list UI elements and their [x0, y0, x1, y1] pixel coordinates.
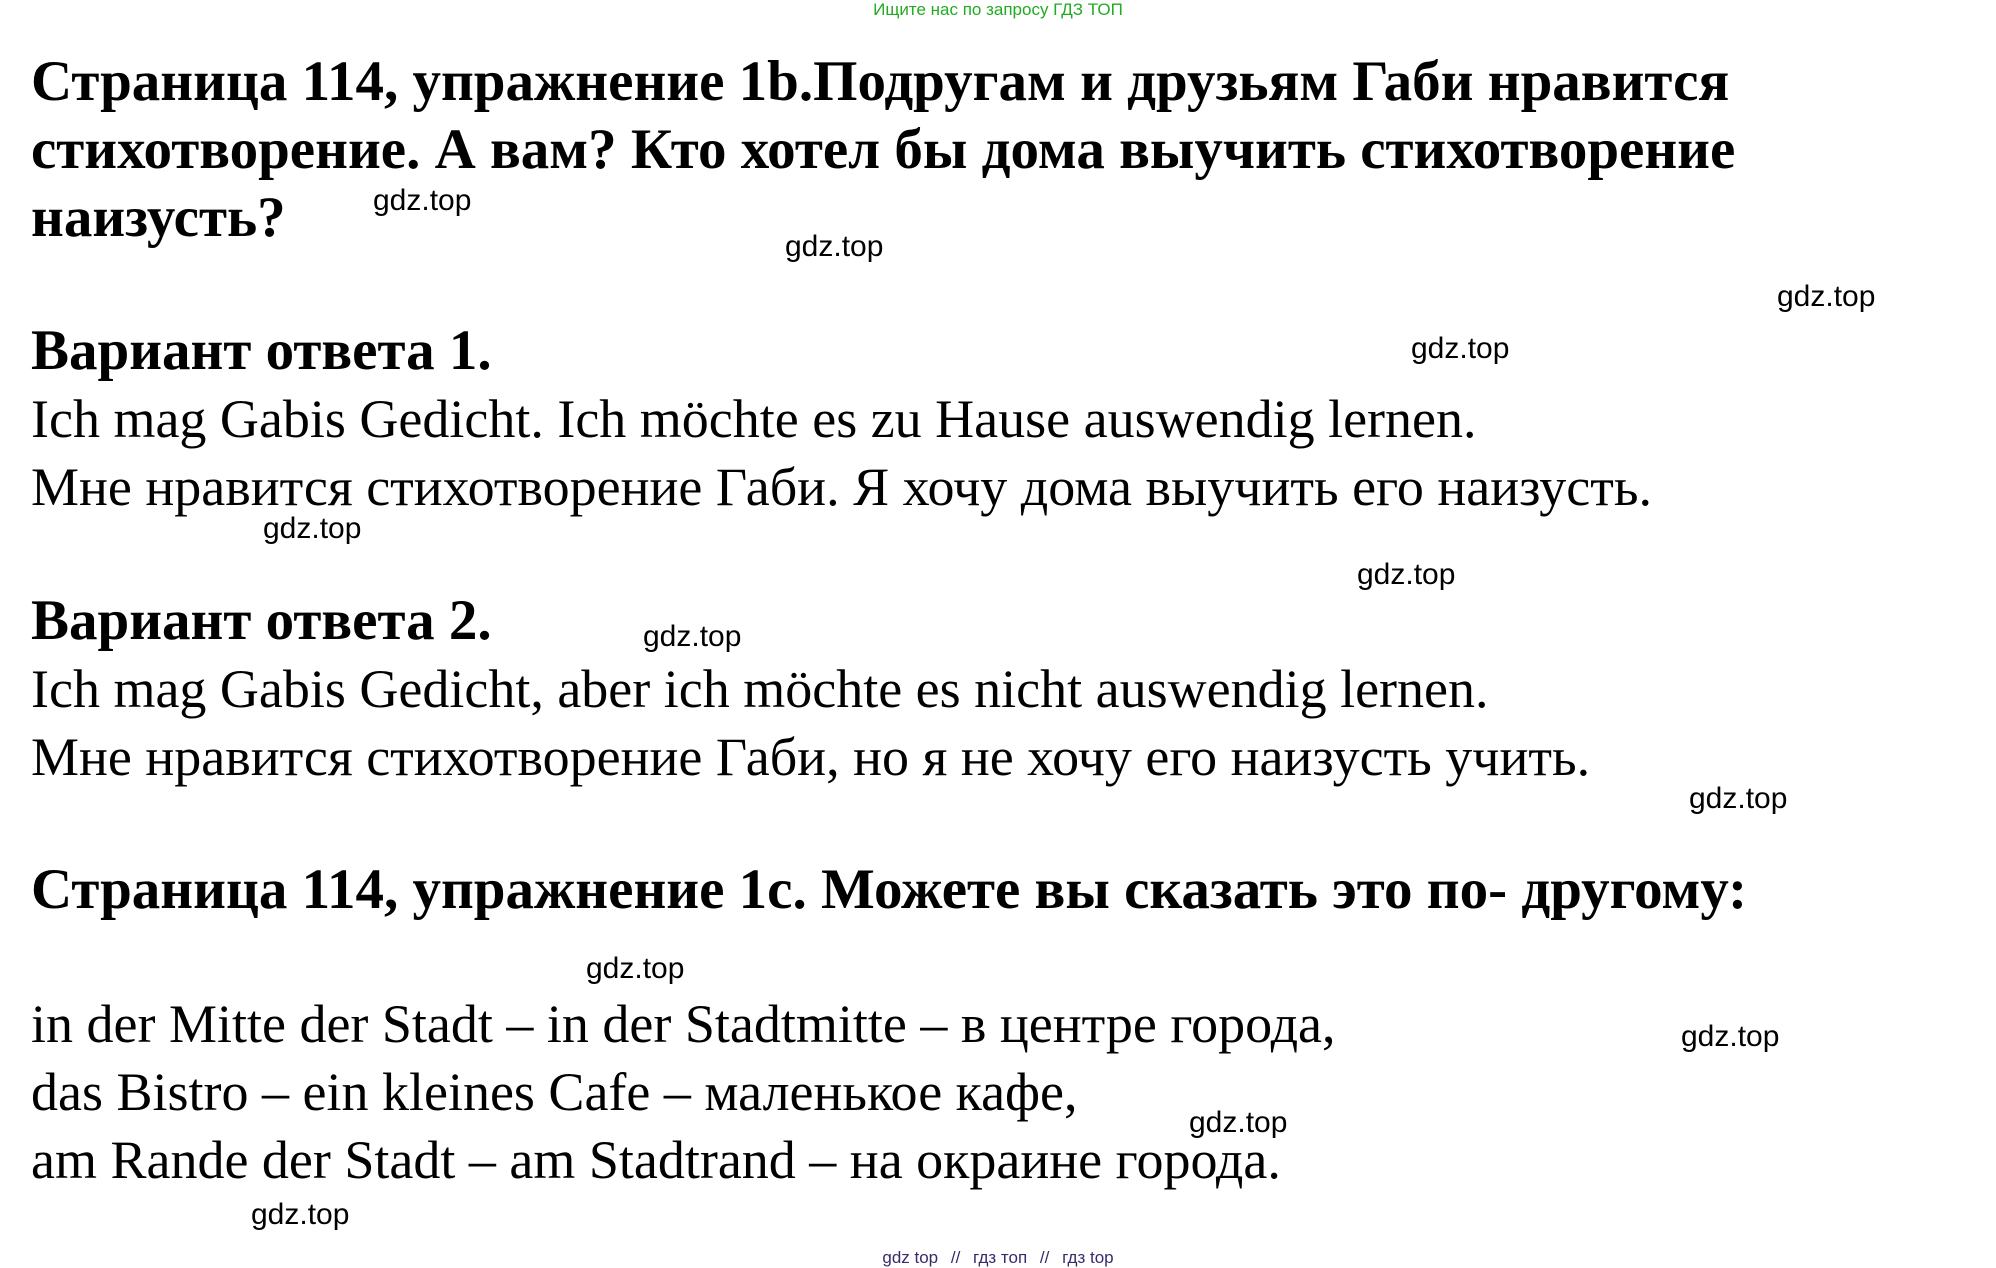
variant-2-title: Вариант ответа 2. — [31, 589, 492, 652]
watermark: gdz.top — [586, 952, 685, 985]
footer-link-gdz-top-mixed[interactable]: гдз top — [1062, 1248, 1114, 1267]
watermark: gdz.top — [1189, 1106, 1288, 1139]
variant-1-german: Ich mag Gabis Gedicht. Ich möchte es zu Hause auswendig lernen. — [31, 389, 1477, 449]
watermark: gdz.top — [373, 184, 472, 217]
variant-2-german: Ich mag Gabis Gedicht, aber ich möchte es nicht auswendig lernen. — [31, 659, 1489, 719]
watermark: gdz.top — [1689, 782, 1788, 815]
watermark: gdz.top — [1411, 332, 1510, 365]
footer-separator: // — [1039, 1248, 1050, 1267]
watermark: gdz.top — [251, 1198, 350, 1231]
exercise-1b-heading-line-3: наизусть? — [31, 186, 286, 249]
watermark: gdz.top — [263, 512, 362, 545]
variant-2-russian: Мне нравится стихотворение Габи, но я не хочу его наизусть учить. — [31, 727, 1591, 787]
watermark: gdz.top — [1777, 280, 1876, 313]
variant-1-russian: Мне нравится стихотворение Габи. Я хочу дома выучить его наизусть. — [31, 457, 1653, 517]
footer-link-gdz-top-ru[interactable]: гдз топ — [973, 1248, 1028, 1267]
exercise-1c-line-1: in der Mitte der Stadt – in der Stadtmitte – в центре города, — [31, 994, 1336, 1054]
watermark: gdz.top — [643, 620, 742, 653]
top-banner[interactable]: Ищите нас по запросу ГДЗ ТОП — [873, 0, 1123, 19]
variant-1-title: Вариант ответа 1. — [31, 319, 492, 382]
watermark: gdz.top — [1681, 1020, 1780, 1053]
watermark: gdz.top — [1357, 558, 1456, 591]
exercise-1b-heading-line-1: Страница 114, упражнение 1b.Подругам и друзьям Габи нравится — [31, 50, 1730, 113]
watermark: gdz.top — [785, 230, 884, 263]
exercise-1c-line-2: das Bistro – ein kleines Cafe – маленькое кафе, — [31, 1062, 1078, 1122]
footer-link-gdz-top[interactable]: gdz top — [882, 1248, 939, 1267]
footer-links — [0, 1248, 1996, 1268]
exercise-1c-line-3: am Rande der Stadt – am Stadtrand – на окраине города. — [31, 1130, 1281, 1190]
footer-separator: // — [950, 1248, 961, 1267]
exercise-1c-heading: Страница 114, упражнение 1c. Можете вы сказать это по- другому: — [31, 858, 1748, 921]
exercise-1b-heading-line-2: стихотворение. А вам? Кто хотел бы дома выучить стихотворение — [31, 118, 1736, 181]
